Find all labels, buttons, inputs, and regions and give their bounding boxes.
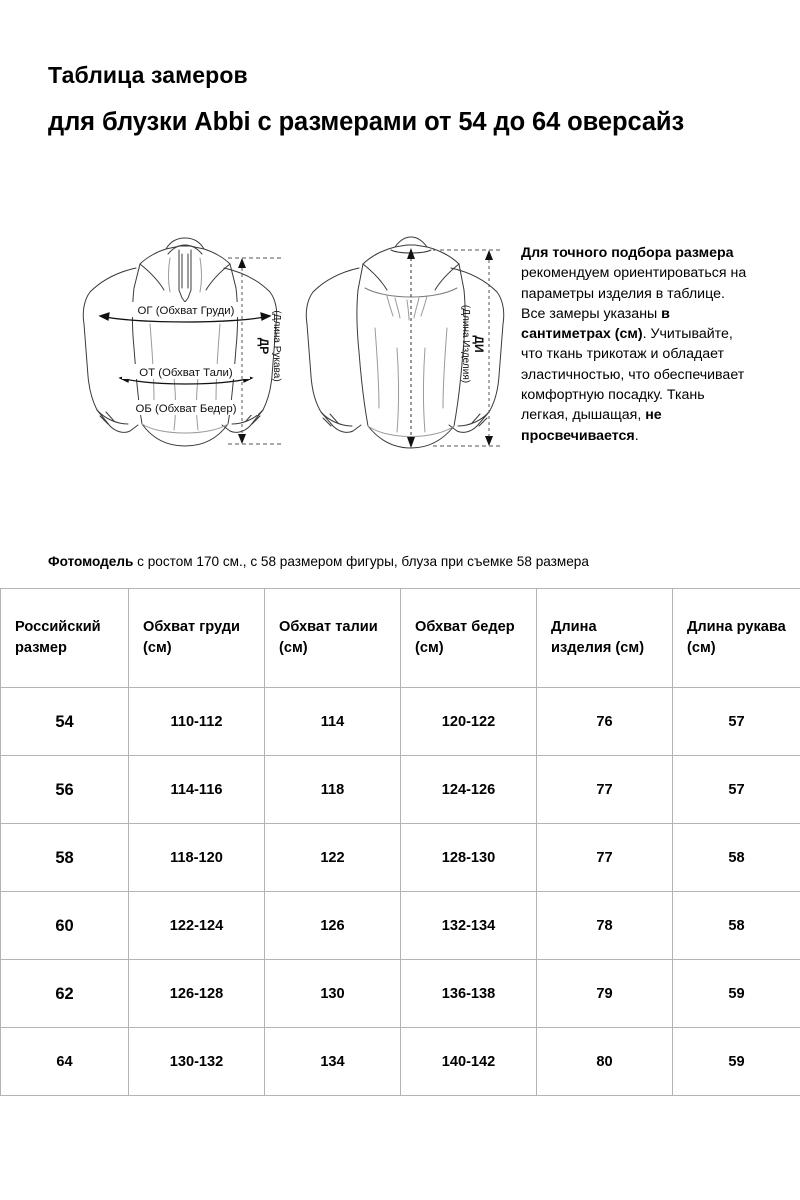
table-row [1, 892, 800, 960]
page-title-block [48, 60, 758, 138]
chest-measure-label: ОГ (Обхват Груди) [137, 305, 235, 317]
note-text-1: рекомендуем ориентироваться на параметры изделия в таблице. [521, 265, 747, 302]
cell-hips: 128-130 [401, 824, 537, 892]
cell-sleeve: 57 [673, 688, 800, 756]
cell-waist: 126 [265, 892, 401, 960]
page-title: Таблица замеров [48, 62, 248, 88]
cell-size: 64 [1, 1028, 129, 1096]
table-header [1, 589, 800, 688]
cell-size: 58 [1, 824, 129, 892]
blouse-front-illustration [78, 228, 293, 478]
cell-size: 54 [1, 688, 129, 756]
column-header-russian-size: Российский размер [1, 589, 129, 688]
cell-sleeve: 59 [673, 1028, 800, 1096]
sleeve-length-abbr: ДР [257, 337, 271, 355]
cell-waist: 130 [265, 960, 401, 1028]
cell-length: 78 [537, 892, 673, 960]
cell-waist: 118 [265, 756, 401, 824]
photo-model-label: Фотомодель [48, 554, 134, 569]
cell-sleeve: 57 [673, 756, 800, 824]
cell-length: 80 [537, 1028, 673, 1096]
cell-sleeve: 59 [673, 960, 800, 1028]
cell-chest: 118-120 [129, 824, 265, 892]
note-text-3: . Учитывайте, что ткань трикотаж и обладает эластичностью, что обеспечивает комфортную посадку. Ткань легкая, дышащая, [521, 326, 745, 424]
column-header-product-length: Длина изделия (см) [537, 589, 673, 688]
sleeve-length-full: (Длина Рукава) [271, 310, 282, 382]
cell-hips: 132-134 [401, 892, 537, 960]
note-text-4: . [634, 427, 639, 444]
note-text-2: Все замеры указаны [521, 305, 662, 322]
cell-chest: 122-124 [129, 892, 265, 960]
cell-chest: 126-128 [129, 960, 265, 1028]
cell-chest: 130-132 [129, 1028, 265, 1096]
cell-chest: 110-112 [129, 688, 265, 756]
table-row [1, 824, 800, 892]
cell-sleeve: 58 [673, 892, 800, 960]
column-header-chest: Обхват груди (см) [129, 589, 265, 688]
cell-length: 79 [537, 960, 673, 1028]
cell-sleeve: 58 [673, 824, 800, 892]
blouse-back-illustration [303, 228, 518, 478]
waist-measure-label: ОТ (Обхват Тали) [139, 367, 233, 379]
cell-hips: 120-122 [401, 688, 537, 756]
column-header-waist: Обхват талии (см) [265, 589, 401, 688]
note-bold-1: Для точного подбора размера [521, 245, 734, 261]
product-length-abbr: ДИ [472, 335, 486, 353]
cell-length: 77 [537, 756, 673, 824]
table-row [1, 688, 800, 756]
page-subtitle: для блузки Abbi с размерами от 54 до 64 оверсайз [48, 108, 685, 136]
product-length-full: (Длина Изделия) [460, 304, 471, 384]
cell-size: 56 [1, 756, 129, 824]
cell-length: 76 [537, 688, 673, 756]
cell-size: 62 [1, 960, 129, 1028]
cell-waist: 134 [265, 1028, 401, 1096]
table-row [1, 1028, 800, 1096]
sizing-advice-note [521, 243, 753, 446]
cell-hips: 140-142 [401, 1028, 537, 1096]
table-row [1, 960, 800, 1028]
cell-waist: 114 [265, 688, 401, 756]
photo-model-text: с ростом 170 см., с 58 размером фигуры, блуза при съемке 58 размера [133, 554, 589, 569]
note-bold-3: не просвечивается [521, 407, 662, 444]
column-header-sleeve-length: Длина рукава (см) [673, 589, 800, 688]
cell-waist: 122 [265, 824, 401, 892]
cell-size: 60 [1, 892, 129, 960]
cell-hips: 124-126 [401, 756, 537, 824]
cell-length: 77 [537, 824, 673, 892]
size-chart-table [0, 588, 800, 1096]
table-body [1, 688, 800, 1096]
table-row [1, 756, 800, 824]
cell-hips: 136-138 [401, 960, 537, 1028]
hips-measure-label: ОБ (Обхват Бедер) [135, 403, 237, 415]
photo-model-note [48, 552, 768, 572]
table-header-row [1, 589, 800, 688]
column-header-hips: Обхват бедер (см) [401, 589, 537, 688]
cell-chest: 114-116 [129, 756, 265, 824]
note-bold-2: в сантиметрах (см) [521, 305, 670, 343]
